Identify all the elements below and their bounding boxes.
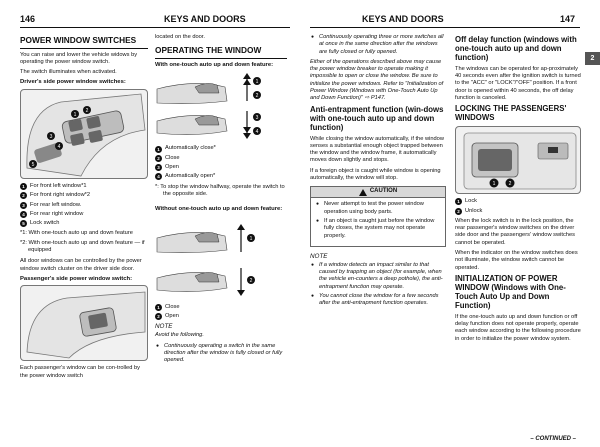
note-intro: Avoid the following. bbox=[155, 332, 204, 339]
svg-text:3: 3 bbox=[49, 133, 53, 140]
legend-item: 1 For front left window*1 bbox=[20, 183, 148, 190]
note-paragraph: Either of the operations described above may cause the power window breaker to operate making it impossible to open or close the window. Be sure to initialize the power windows. Refer to "Initialization of Power Window (Windows with One-Touch Auto Up and Down Function)" ⇨ P147. bbox=[310, 58, 444, 102]
driver-switch-drawing bbox=[21, 90, 148, 179]
section-title: INITIALIZATION OF POWER WINDOW (Windows with One-Touch Auto Up and Down Function) bbox=[455, 273, 566, 310]
right-section-title: KEYS AND DOORS bbox=[362, 14, 444, 24]
lock-switch-legend bbox=[455, 198, 581, 215]
svg-text:2: 2 bbox=[508, 181, 512, 188]
column-4 bbox=[455, 34, 581, 346]
svg-text:1: 1 bbox=[492, 181, 496, 188]
section-title: OPERATING THE WINDOW bbox=[155, 46, 287, 59]
paragraph: If the one-touch auto up and down function or off delay function does not operate properly, operate each window according to the following procedure in order to initialize the power window system. bbox=[455, 313, 581, 342]
subheading: Driver's side power window switches: bbox=[20, 79, 126, 86]
legend-item: 1 Lock bbox=[455, 198, 581, 205]
footnote: *1: With one-touch auto up and down feature bbox=[20, 230, 133, 237]
column-1 bbox=[20, 34, 148, 383]
paragraph: You can raise and lower the vehicle widows by operating the power window switch. bbox=[20, 51, 138, 65]
paragraph: The switch illuminates when activated. bbox=[20, 69, 117, 76]
note-continued-list bbox=[310, 34, 446, 56]
subheading: Without one-touch auto up and down feature: bbox=[155, 206, 283, 213]
caution-box bbox=[310, 186, 446, 246]
legend-item: 1 Automatically close* bbox=[155, 145, 287, 152]
svg-text:1: 1 bbox=[73, 111, 77, 118]
paragraph: When the indicator on the window switches does not illuminate, the window switch cannot be operated. bbox=[455, 250, 578, 271]
paragraph: While closing the window automatically, if the window senses a substantial enough object trapped between the window and the window frame, it automatically moves down slightly and stops. bbox=[310, 135, 444, 164]
legend-item: 2 For front right window*2 bbox=[20, 192, 148, 199]
footnote: *2: With one-touch auto up and down feature — if equipped bbox=[20, 239, 145, 254]
left-section-title: KEYS AND DOORS bbox=[164, 14, 246, 24]
svg-text:4: 4 bbox=[255, 129, 259, 136]
caution-header bbox=[311, 187, 445, 198]
continued-marker: – CONTINUED – bbox=[530, 436, 576, 442]
one-touch-legend bbox=[155, 145, 287, 180]
legend-item: 2 Open bbox=[155, 313, 287, 320]
footnote: *: To stop the window halfway, operate the switch to the opposite side. bbox=[155, 183, 285, 197]
section-title: LOCKING THE PASSENGERS' WINDOWS bbox=[455, 104, 567, 123]
caution-item: ● Never attempt to test the power window operation using body parts. bbox=[315, 201, 441, 216]
svg-text:1: 1 bbox=[255, 79, 259, 86]
caution-label: CAUTION bbox=[369, 188, 398, 195]
svg-text:3: 3 bbox=[255, 115, 259, 122]
subheading: With one-touch auto up and down feature: bbox=[155, 61, 274, 68]
legend-item: 4 Automatically open* bbox=[155, 173, 287, 180]
warning-icon bbox=[359, 189, 367, 196]
lock-switch-illustration bbox=[455, 126, 581, 194]
svg-text:2: 2 bbox=[255, 93, 259, 100]
paragraph: Each passenger's window can be con-trolled by the power window switch bbox=[20, 365, 140, 379]
legend-item: 2 Close bbox=[155, 155, 287, 162]
chapter-tab: 2 bbox=[585, 52, 600, 65]
driver-switch-illustration bbox=[20, 89, 148, 179]
column-3 bbox=[310, 34, 446, 311]
section-title: POWER WINDOW SWITCHES bbox=[20, 36, 148, 49]
caution-list bbox=[311, 198, 445, 242]
right-page-number: 147 bbox=[560, 14, 576, 24]
left-page-number: 146 bbox=[20, 14, 36, 24]
note-title: NOTE bbox=[310, 252, 328, 260]
manual-window-illustration bbox=[155, 216, 287, 300]
note-item: ● Continuously operating a switch in the same direction after the window is fully closed or fully opened. bbox=[155, 343, 287, 365]
paragraph: All door windows can be controlled by the power window switch cluster on the driver side door. bbox=[20, 258, 142, 272]
note-item: ● If a window detects an impact similar to that caused by trapping an object (for example, when the vehicle en-counters a deep pothole), the anti-entrapment function may operate. bbox=[310, 262, 446, 291]
passenger-switch-illustration bbox=[20, 285, 148, 361]
note-item: ● Continuously operating three or more switches all at once in the same direction after the windows are fully closed or fully opened. bbox=[310, 34, 446, 56]
legend-item: 3 For rear left window. bbox=[20, 202, 148, 209]
one-touch-illustration bbox=[155, 71, 287, 141]
driver-switch-legend bbox=[20, 183, 148, 227]
one-touch-drawing bbox=[155, 71, 287, 141]
passenger-switch-drawing bbox=[21, 286, 148, 361]
note-list bbox=[310, 262, 446, 308]
svg-text:4: 4 bbox=[57, 143, 61, 150]
svg-text:2: 2 bbox=[249, 277, 253, 284]
column-2 bbox=[155, 34, 287, 368]
note-list bbox=[155, 343, 287, 365]
note-item: ● You cannot close the window for a few seconds after the anti-entrapment function operates. bbox=[310, 293, 446, 308]
legend-item: 3 Open bbox=[155, 164, 287, 171]
left-header-rule bbox=[20, 27, 290, 28]
legend-item: 1 Close bbox=[155, 304, 287, 311]
section-title: Off delay function (windows with one-touch auto up and down function) bbox=[455, 35, 577, 62]
lock-switch-drawing bbox=[456, 127, 581, 194]
svg-text:2: 2 bbox=[85, 107, 89, 114]
right-header-rule bbox=[310, 27, 580, 28]
svg-text:1: 1 bbox=[249, 235, 253, 242]
caution-item: ● If an object is caught just before the window fully closes, the system may not operate properly. bbox=[315, 218, 441, 240]
subheading: Passenger's side power window switch: bbox=[20, 275, 133, 282]
legend-item: 2 Unlock bbox=[455, 208, 581, 215]
legend-item: 5 Lock switch bbox=[20, 220, 148, 227]
paragraph: The windows can be operated for ap-proximately 40 seconds even after the ignition switch is turned to the "ACC" or "LOCK"/"OFF" position. If a front door is opened within 40 seconds, the off delay function is canceled. bbox=[455, 65, 581, 102]
paragraph: When the lock switch is in the lock position, the rear passenger's window switches on the driver side door and the passengers' window switches cannot be operated. bbox=[455, 217, 575, 246]
manual-window-legend bbox=[155, 304, 287, 321]
paragraph: If a foreign object is caught while window is opening automatically, the window will stop. bbox=[310, 167, 441, 182]
note-title: NOTE bbox=[155, 323, 173, 331]
paragraph: located on the door. bbox=[155, 34, 205, 40]
section-title: Anti-entrapment function (win-dows with one-touch auto up and down function) bbox=[310, 104, 444, 132]
manual-window-drawing bbox=[155, 216, 287, 300]
svg-text:5: 5 bbox=[31, 161, 35, 168]
legend-item: 4 For rear right window bbox=[20, 211, 148, 218]
